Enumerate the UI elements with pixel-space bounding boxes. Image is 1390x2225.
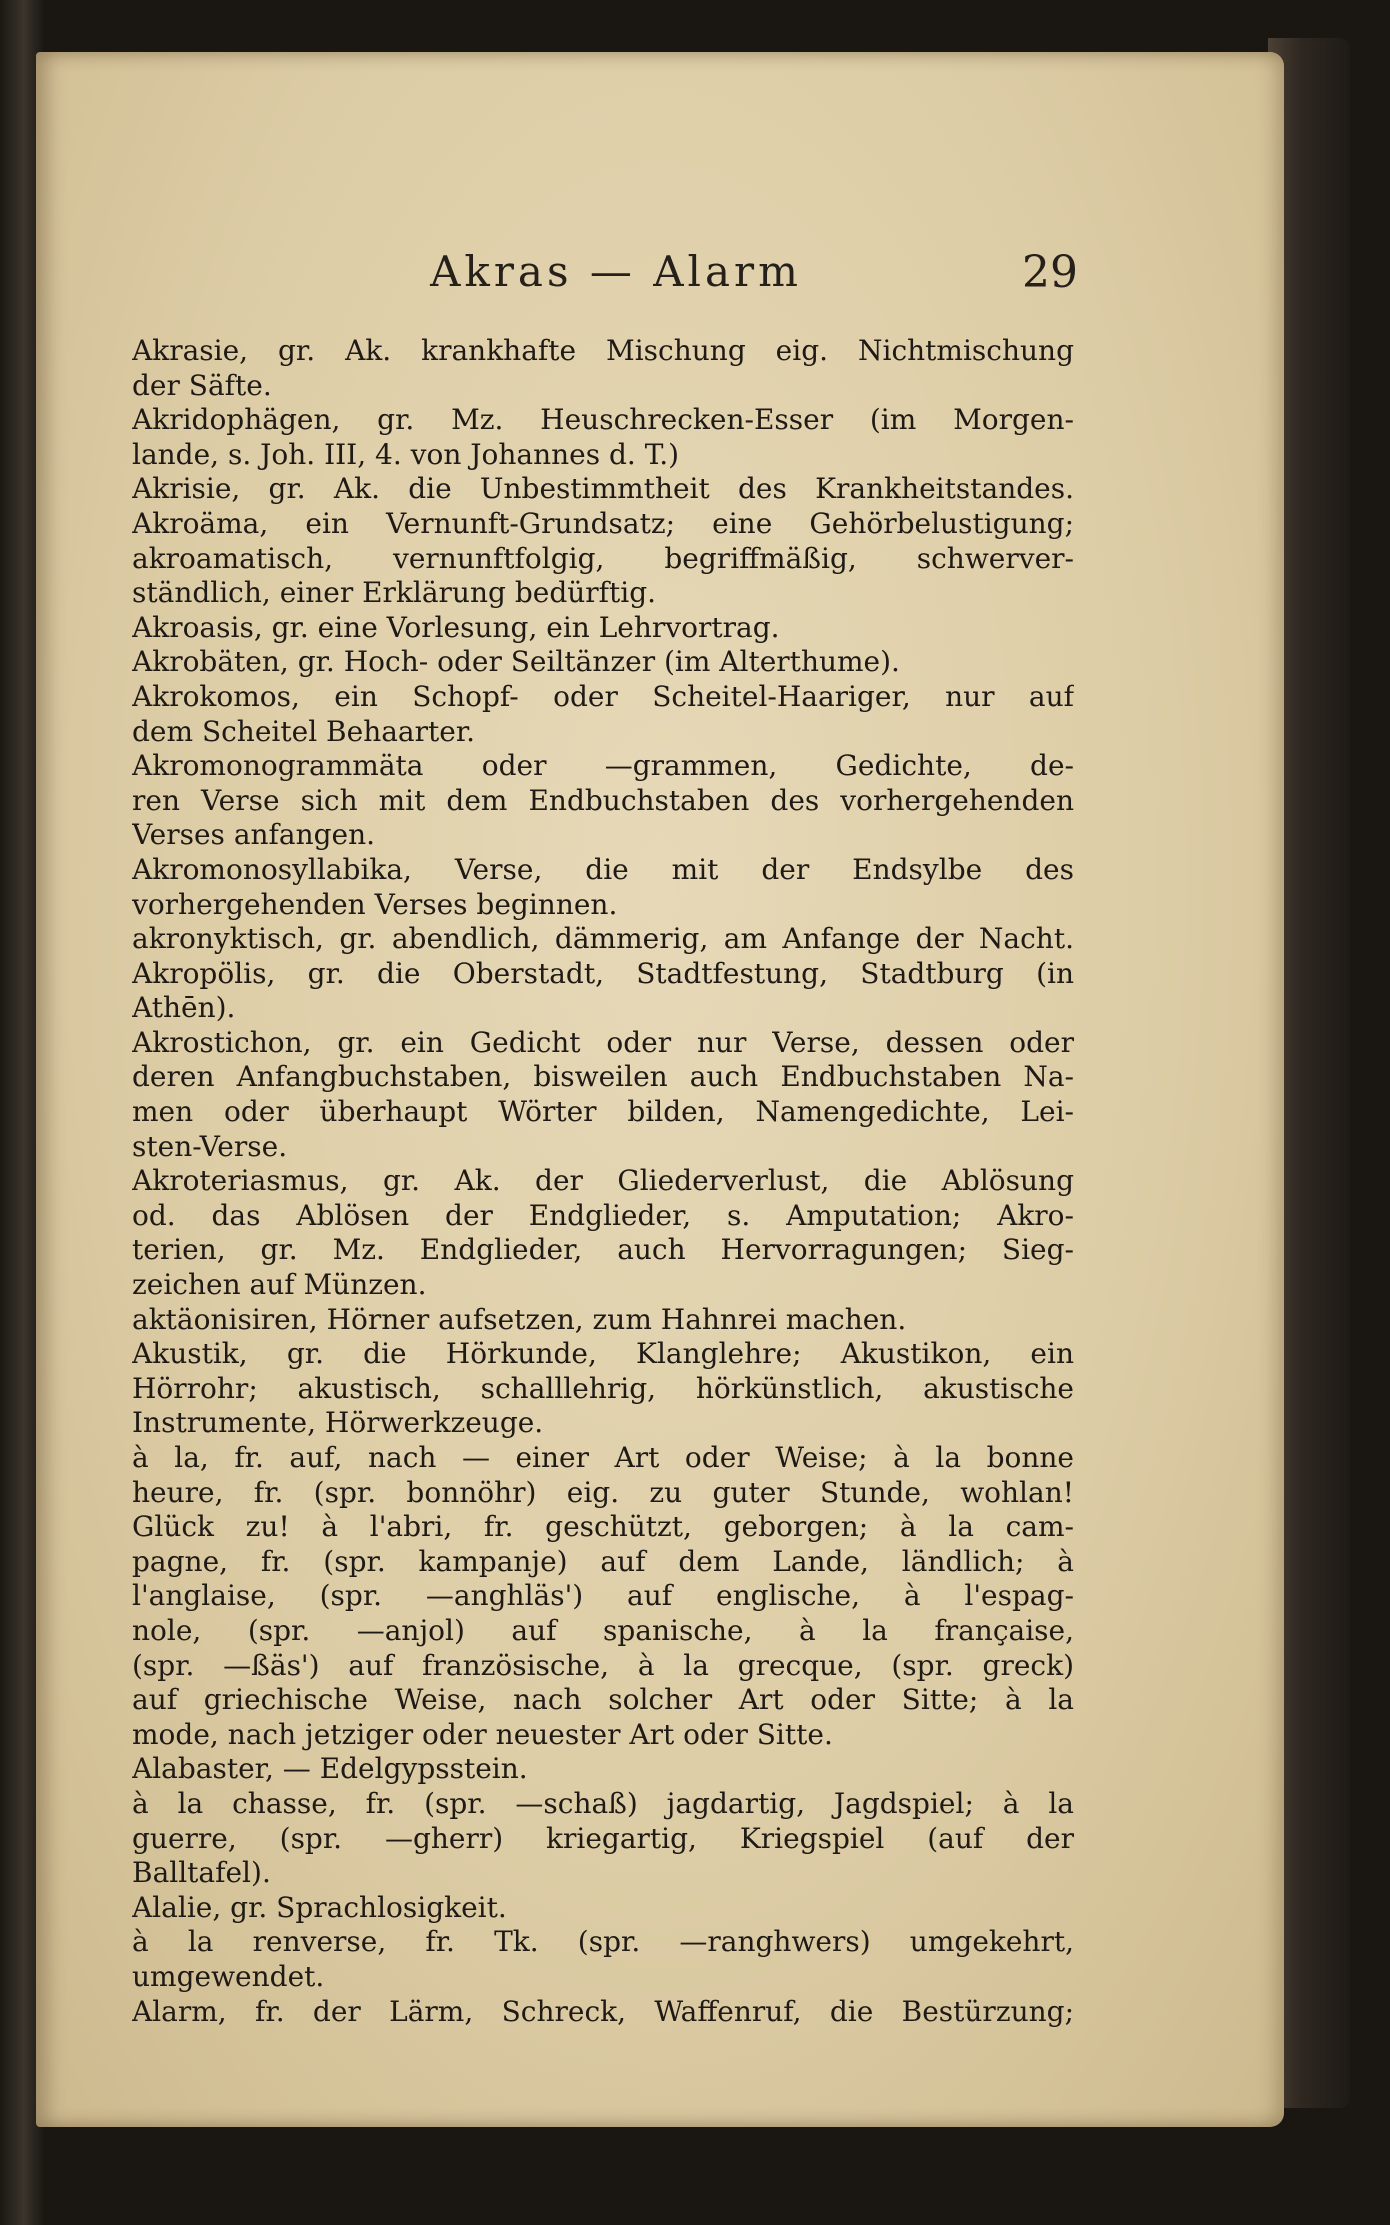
page-header: [36, 247, 1284, 307]
text-line: Alalie, gr. Sprachlosigkeit.: [132, 1890, 507, 1924]
text-line: vorhergehenden Verses beginnen.: [132, 887, 618, 921]
text-line: od. das Ablösen der Endglieder, s. Amputation; Akro-: [132, 1198, 1074, 1232]
text-line: auf griechische Weise, nach solcher Art oder Sitte; à la: [132, 1683, 1074, 1717]
text-line: Akrasie, gr. Ak. krankhafte Mischung eig. Nichtmischung: [132, 334, 1074, 367]
text-line: ren Verse sich mit dem Endbuchstaben des vorhergehenden: [132, 783, 1074, 817]
text-line: Akustik, gr. die Hörkunde, Klanglehre; Akustikon, ein: [132, 1337, 1074, 1371]
text-line: Akroäma, ein Vernunft-Grundsatz; eine Gehörbelustigung;: [132, 506, 1074, 540]
text-line: akronyktisch, gr. abendlich, dämmerig, am Anfange der Nacht.: [132, 922, 1074, 956]
text-line: akroamatisch, vernunftfolgig, begriffmäßig, schwerver-: [132, 541, 1074, 575]
running-head: Akras — Alarm: [430, 247, 802, 296]
text-line: men oder überhaupt Wörter bilden, Namengedichte, Lei-: [132, 1095, 1074, 1129]
text-line: Akrokomos, ein Schopf- oder Scheitel-Haariger, nur auf: [132, 679, 1074, 713]
text-line: aktäonisiren, Hörner aufsetzen, zum Hahnrei machen.: [132, 1302, 907, 1336]
text-line: Instrumente, Hörwerkzeuge.: [132, 1406, 544, 1440]
page-number: 29: [1022, 247, 1078, 298]
text-line: heure, fr. (spr. bonnöhr) eig. zu guter Stunde, wohlan!: [132, 1475, 1074, 1509]
text-line: zeichen auf Münzen.: [132, 1268, 427, 1302]
text-line: à la renverse, fr. Tk. (spr. —ranghwers) umgekehrt,: [132, 1925, 1074, 1959]
text-line: mode, nach jetziger oder neuester Art oder Sitte.: [132, 1717, 833, 1751]
text-line: à la, fr. auf, nach — einer Art oder Weise; à la bonne: [132, 1441, 1074, 1474]
text-line: Akroasis, gr. eine Vorlesung, ein Lehrvortrag.: [132, 610, 780, 644]
text-line: Alabaster, — Edelgypsstein.: [132, 1752, 528, 1786]
text-line: sten-Verse.: [132, 1129, 288, 1163]
text-line: Hörrohr; akustisch, schalllehrig, hörkünstlich, akustische: [132, 1371, 1074, 1405]
text-line: Verses anfangen.: [132, 818, 376, 852]
dictionary-entries: [132, 334, 1074, 2029]
text-line: l'anglaise, (spr. —anghläs') auf englische, à l'espag-: [132, 1579, 1074, 1613]
text-line: nole, (spr. —anjol) auf spanische, à la française,: [132, 1613, 1074, 1647]
text-line: Akromonogrammäta oder —grammen, Gedichte, de-: [132, 749, 1074, 783]
text-line: Alarm, fr. der Lärm, Schreck, Waffenruf, die Bestürzung;: [132, 1994, 1074, 2028]
text-line: ständlich, einer Erklärung bedürftig.: [132, 576, 657, 610]
book-page: [36, 52, 1284, 2127]
text-line: Glück zu! à l'abri, fr. geschützt, geborgen; à la cam-: [132, 1510, 1074, 1544]
text-line: Akrostichon, gr. ein Gedicht oder nur Verse, dessen oder: [132, 1025, 1074, 1059]
text-line: Balltafel).: [132, 1856, 271, 1890]
text-line: terien, gr. Mz. Endglieder, auch Hervorragungen; Sieg-: [132, 1233, 1074, 1267]
text-line: Akroteriasmus, gr. Ak. der Gliederverlust, die Ablösung: [132, 1164, 1074, 1198]
text-line: dem Scheitel Behaarter.: [132, 714, 476, 748]
text-line: Akrobäten, gr. Hoch- oder Seiltänzer (im Alterthume).: [132, 645, 900, 679]
text-line: pagne, fr. (spr. kampanje) auf dem Lande, ländlich; à: [132, 1544, 1074, 1578]
text-line: lande, s. Joh. III, 4. von Johannes d. T.): [132, 437, 680, 471]
text-line: Akropölis, gr. die Oberstadt, Stadtfestung, Stadtburg (in: [132, 956, 1074, 990]
text-line: Akridophägen, gr. Mz. Heuschrecken-Esser (im Morgen-: [132, 403, 1074, 437]
text-line: à la chasse, fr. (spr. —schaß) jagdartig, Jagdspiel; à la: [132, 1786, 1074, 1820]
text-line: der Säfte.: [132, 368, 272, 402]
text-line: (spr. —ßäs') auf französische, à la grecque, (spr. greck): [132, 1648, 1074, 1682]
text-line: umgewendet.: [132, 1959, 325, 1993]
text-line: Athēn).: [132, 991, 236, 1025]
text-line: Akromonosyllabika, Verse, die mit der Endsylbe des: [132, 852, 1074, 886]
text-line: guerre, (spr. —gherr) kriegartig, Kriegspiel (auf der: [132, 1821, 1074, 1855]
text-line: deren Anfangbuchstaben, bisweilen auch Endbuchstaben Na-: [132, 1060, 1074, 1094]
text-line: Akrisie, gr. Ak. die Unbestimmtheit des Krankheitstandes.: [132, 472, 1074, 506]
